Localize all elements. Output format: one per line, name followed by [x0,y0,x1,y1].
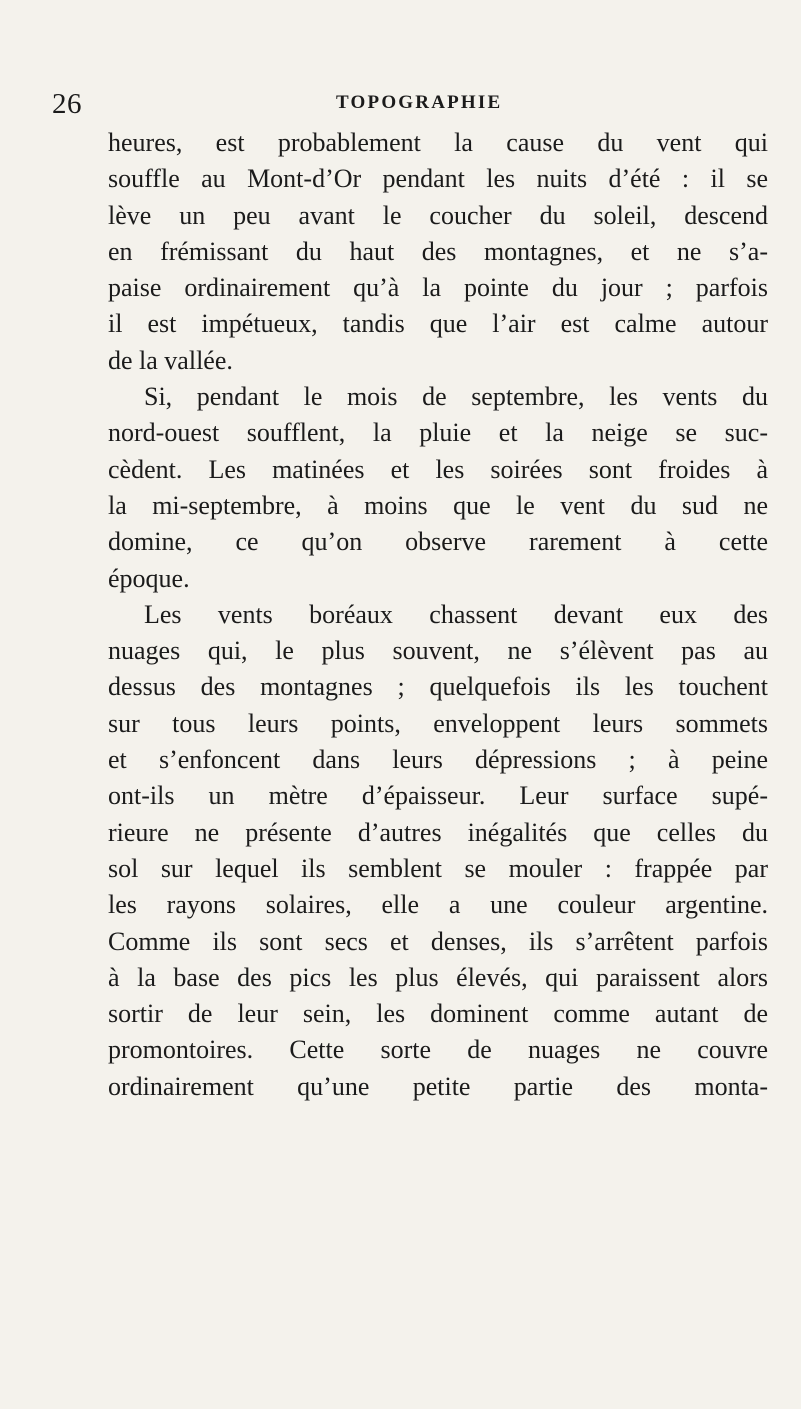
text-line: nuages qui, le plus souvent, ne s’élèvent pas au [108,636,768,666]
text-line: paise ordinairement qu’à la pointe du jour ; parfois [108,273,768,303]
running-head: TOPOGRAPHIE [336,92,503,113]
text-line: nord-ouest soufflent, la pluie et la neige se suc- [108,418,768,448]
text-line: à la base des pics les plus élevés, qui paraissent alors [108,962,768,992]
text-line: lève un peu avant le coucher du soleil, descend [108,200,768,230]
text-line: ont-ils un mètre d’épaisseur. Leur surface supé- [108,781,768,811]
text-line: sur tous leurs points, enveloppent leurs sommets [108,708,768,738]
text-line: les rayons solaires, elle a une couleur argentine. [108,890,768,920]
text-line: rieure ne présente d’autres inégalités que celles du [108,817,768,847]
text-line: heures, est probablement la cause du vent qui [108,128,768,157]
text-line: en frémissant du haut des montagnes, et ne s’a- [108,236,768,266]
text-line: il est impétueux, tandis que l’air est calme autour [108,309,768,339]
text-line: cèdent. Les matinées et les soirées sont froides à [108,454,768,484]
text-line: dessus des montagnes ; quelquefois ils les touchent [108,672,768,702]
page-header [0,88,801,118]
page-number: 26 [52,88,82,120]
body-text [108,125,768,1105]
text-line: ordinairement qu’une petite partie des monta- [108,1071,768,1101]
text-line: domine, ce qu’on observe rarement à cette [108,527,768,557]
text-line: promontoires. Cette sorte de nuages ne couvre [108,1035,768,1065]
text-line: sortir de leur sein, les dominent comme autant de [108,999,768,1029]
text-line: et s’enfoncent dans leurs dépressions ; à peine [108,745,768,775]
text-line: époque. [108,563,190,593]
text-line: souffle au Mont-d’Or pendant les nuits d’été : il se [108,164,768,194]
text-line: Si, pendant le mois de septembre, les vents du [144,382,768,412]
text-line: Les vents boréaux chassent devant eux des [144,599,768,629]
text-line: la mi-septembre, à moins que le vent du sud ne [108,490,768,520]
text-line: Comme ils sont secs et denses, ils s’arrêtent parfois [108,926,768,956]
text-line: de la vallée. [108,345,233,375]
text-line: sol sur lequel ils semblent se mouler : frappée par [108,853,768,883]
